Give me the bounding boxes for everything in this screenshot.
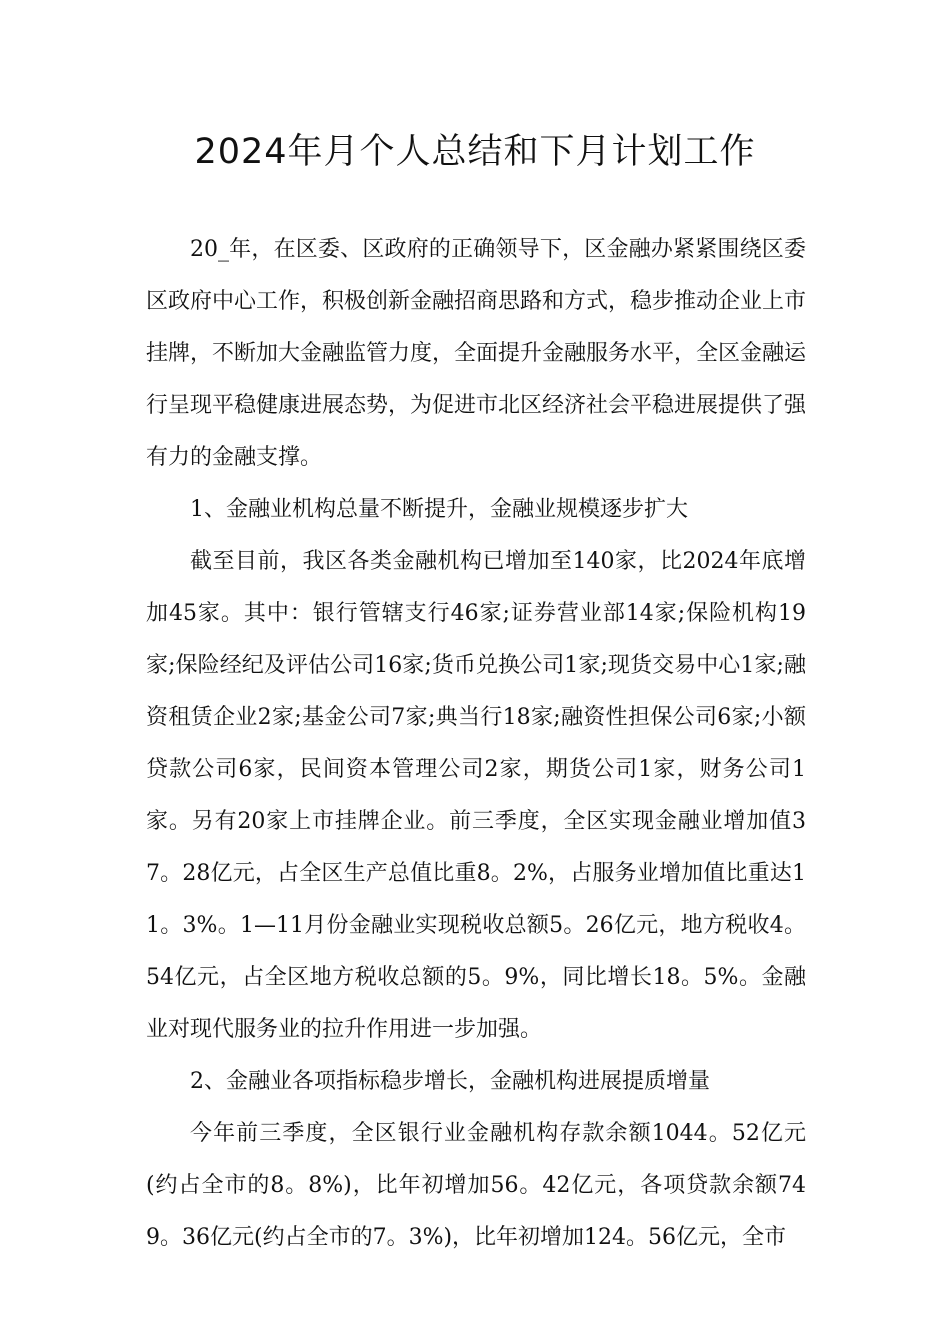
paragraph-institutions: 截至目前，我区各类金融机构已增加至140家，比2024年底增加45家。其中：银行管辖支行46家;证券营业部14家;保险机构19家;保险经纪及评估公司16家;货币兑换公司1家;现货交易中心1家;融资租赁企业2家;基金公司7家;典当行18家;融资性担保公司6家;小额贷款公司6家，民间资本管理公司2家，期货公司1家，财务公司1家。另有20家上市挂牌企业。前三季度，全区实现金融业增加值37。28亿元，占全区生产总值比重8。2%，占服务业增加值比重达11。3%。1—11月份金融业实现税收总额5。26亿元，地方税收4。54亿元，占全区地方税收总额的5。9%，同比增长18。5%。金融业对现代服务业的拉升作用进一步加强。: [146, 549, 806, 1042]
paragraph-deposits: 今年前三季度，全区银行业金融机构存款余额1044。52亿元(约占全市的8。8%)，比年初增加56。42亿元，各项贷款余额749。36亿元(约占全市的7。3%)，比年初增加124。56亿元，全市: [146, 1121, 806, 1250]
section-heading-2: 2、金融业各项指标稳步增长，金融机构进展提质增量: [190, 1069, 710, 1094]
paragraph-intro: 20_年，在区委、区政府的正确领导下，区金融办紧紧围绕区委区政府中心工作，积极创新金融招商思路和方式，稳步推动企业上市挂牌，不断加大金融监管力度，全面提升金融服务水平，全区金融运行呈现平稳健康进展态势，为促进市北区经济社会平稳进展提供了强有力的金融支撑。: [146, 237, 807, 470]
document-body: [146, 224, 806, 1264]
section-heading-1: 1、金融业机构总量不断提升，金融业规模逐步扩大: [190, 497, 688, 522]
document-title: 2024年月个人总结和下月计划工作: [194, 132, 756, 172]
